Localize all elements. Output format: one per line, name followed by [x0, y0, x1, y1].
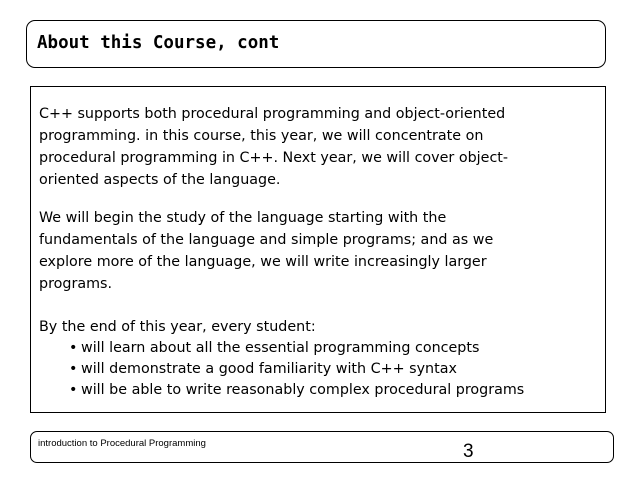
list-item-text: will demonstrate a good familiarity with C++ syntax: [81, 361, 457, 377]
list-item-text: will be able to write reasonably complex procedural programs: [81, 382, 525, 398]
paragraph-line: C++ supports both procedural programming and object-oriented: [39, 106, 506, 122]
paragraph-line: programs.: [39, 276, 113, 292]
paragraph-study-plan: [39, 207, 493, 295]
bullet-icon: •: [69, 340, 78, 356]
slide-title: About this Course, cont: [37, 33, 280, 53]
page-number: 3: [463, 441, 474, 462]
bullet-icon: •: [69, 361, 78, 377]
paragraph-line: oriented aspects of the language.: [39, 172, 281, 188]
paragraph-procedural: [39, 103, 508, 191]
list-item: [69, 380, 524, 401]
paragraph-line: explore more of the language, we will write increasingly larger: [39, 254, 487, 270]
list-item-text: will learn about all the essential programming concepts: [81, 340, 480, 356]
content-box: [30, 86, 606, 413]
paragraph-line: programming. in this course, this year, we will concentrate on: [39, 128, 484, 144]
footer-course-name: introduction to Procedural Programming: [38, 438, 206, 449]
list-item: [69, 338, 524, 359]
bullet-icon: •: [69, 382, 78, 398]
list-item: [69, 359, 524, 380]
title-box: [26, 20, 606, 68]
outcomes-list: [69, 338, 524, 401]
paragraph-outcomes-intro: By the end of this year, every student:: [39, 319, 316, 335]
footer: [30, 431, 614, 463]
paragraph-line: procedural programming in C++. Next year, we will cover object-: [39, 150, 509, 166]
paragraph-line: We will begin the study of the language starting with the: [39, 210, 447, 226]
paragraph-line: fundamentals of the language and simple programs; and as we: [39, 232, 494, 248]
